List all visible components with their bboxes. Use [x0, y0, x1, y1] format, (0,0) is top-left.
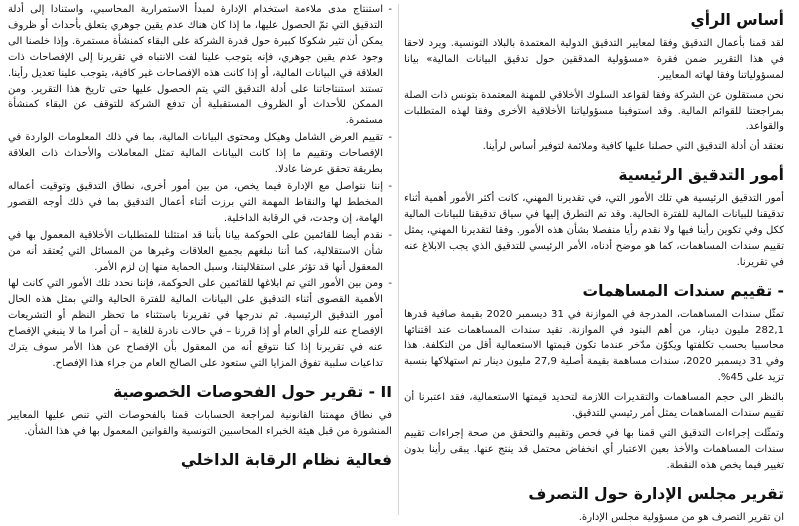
key-audit-matters-paragraph: أمور التدقيق الرئيسية هي تلك الأمور التي، في تقديرنا المهني، كانت أكثر الأمور أهمية أثناء تدقيقنا للبيانات المالية للفترة الحالية. وقد تم التطرق إليها في سياق تدقيقنا للبيانات المالية ككل وفي تكوين رأينا فيها ولا نقدم رأيا منفصلا بشأن هذه الأمور. وفقا لتقديرنا المهني، يمثل تقييم سندات المساهمات، كما هو موضح أدناه، الأمر الرئيسي للتدقيق الذي يجب الابلاغ عنه في تقريرنا.	[404, 193, 784, 268]
basis-paragraph-1: لقد قمنا بأعمال التدقيق وفقا لمعايير التدقيق الدولية المعتمدة بالبلاد التونسية. ويرد لاحقا في هذا التقرير ضمن فقرة «مسؤولية المدققين حول تدقيق البيانات المالية» بيانا لمسؤولياتنا وفقا لهاته المعايير.	[404, 37, 784, 81]
basis-paragraph-2: نحن مستقلون عن الشركة وفقا لقواعد السلوك الأخلاقي للمهنة المعتمدة بتونس ذات الصلة بمراجعتنا للقوائم المالية. وقد استوفينا مسؤولياتنا الأخلاقية الأخرى وفقا لهذه المتطلبات والقواعد.	[404, 89, 784, 133]
auditor-responsibilities-list	[8, 2, 392, 372]
key-audit-matters-heading: أمور التدقيق الرئيسية	[618, 166, 784, 185]
internal-control-heading: فعالية نظام الرقابة الداخلي	[180, 450, 392, 469]
column-divider	[398, 4, 399, 515]
basis-of-opinion-heading: أساس الرأي	[690, 11, 784, 29]
list-item: - تقييم العرض الشامل وهيكل ومحتوى البيانات المالية، بما في ذلك المعلومات الواردة في الإفصاحات وتقييم ما إذا كانت البيانات المالية تمثل المعاملات والأحداث ذات العلاقة بطريقة تحقق عرضا عادلا.	[8, 130, 392, 178]
basis-paragraph-3: نعتقد أن أدلة التدقيق التي حصلنا عليها كافية وملائمة لتوفير أساس لرأينا.	[482, 141, 784, 153]
list-item: - نقدم أيضا للقائمين على الحوكمة بيانا بأننا قد امتثلنا للمتطلبات الأخلاقية المعمول بها في شأن الاستقلالية، كما أننا نبلغهم بجميع العلاقات وغيرها من المسائل التي يُعتقد أنه من المعقول أنها قد تؤثر على استقلاليتنا، وسبل الحماية منها إن لزم الأمر.	[8, 228, 392, 276]
board-report-heading: تقرير مجلس الإدارة حول التصرف	[528, 484, 784, 503]
right-column	[404, 0, 784, 523]
equity-paragraph-3: وتمثّلت إجراءات التدقيق التي قمنا بها في فحص وتقييم والتحقق من صحة إجراءات تقييم سندات المساهمات والأخذ بعين الاعتبار أي انخفاض محتمل قد ينتج عنها. يبقى رأينا بدون تغيير فيما يخص هذه النقطة.	[404, 427, 784, 471]
board-report-paragraph: ان تقرير التصرف هو من مسؤولية مجلس الإدارة.	[578, 511, 784, 523]
list-item: - إننا نتواصل مع الإدارة فيما يخص، من بين أمور أخرى، نطاق التدقيق وتوقيت أعماله المخطط لها والنقاط المهمة التي برزت أثناء أعمال التدقيق بما في ذلك أوجه القصور الهامة، إن وجدت، في الرقابة الداخلية.	[8, 179, 392, 227]
equity-paragraph-1: تمثّل سندات المساهمات، المدرجة في الموازنة في 31 ديسمبر 2020 بقيمة صافية قدرها 282,1 مليون دينار، من أهم البنود في الموازنة. تقيد سندات المساهمات عند اقتنائها محاسبيا بحسب تكلفتها ويكوّن مدّخر عندما تكون قيمتها الاستعمالية أقل من التكلفة. هذا وفي 31 ديسمبر 2020، سندات مساهمة بقيمة أصلية 27,9 مليون دينار تم استهلاكها بنسبة تزيد على 45%.	[404, 308, 784, 384]
list-item: - استنتاج مدى ملاءمة استخدام الإدارة لمبدأ الاستمرارية المحاسبي، واستنادا إلى أدلة التدقيق التي تمّ الحصول عليها، ما إذا كان هناك عدم يقين جوهري يتعلق بأحداث أو ظروف يمكن أن تثير شكوكا كبيرة حول قدرة الشركة على البقاء كمنشأة مستمرة. وإذا خلصنا الى وجود عدم يقين جوهري، فإنه يتوجب علينا لفت الانتباه في تقريرنا إلى الإفصاحات ذات العلاقة في البيانات المالية، أو إذا كانت هذه الإفصاحات غير كافية، يتوجب علينا تعديل رأينا. تستند استنتاجاتنا على أدلة التدقيق التي يتم الحصول عليها حتى تاريخ هذا التقرير. ومن الممكن للأحداث أو الظروف المستقبلية أن تدفع الشركة للتوقف عن البقاء كمنشأة مستمرة.	[8, 2, 392, 129]
section-2-paragraph: في نطاق مهمتنا القانونية لمراجعة الحسابات قمنا بالفحوصات التي تنص عليها المعايير المنشورة من قبل هيئة الخبراء المحاسبين التونسية والقوانين المعمول بها في هذا الشأن.	[8, 409, 392, 437]
equity-securities-heading: - تقييم سندات المساهمات	[582, 281, 784, 300]
section-2-heading: II - تقرير حول الفحوصات الخصوصية	[113, 382, 392, 401]
list-item: - ومن بين الأمور التي تم ابلاغها للقائمين على الحوكمة، فإننا نحدد تلك الأمور التي كانت لها الأهمية القصوى أثناء التدقيق على البيانات المالية للفترة الحالية والتي بمثل هذه الحال أمور التدقيق الرئيسية. ثم ندرجها في تقريرنا باستثناء ما تحظر النظم أو التشريعات الإفصاح عنه للرأي العام أو إذا قررنا – في حالات نادرة للغاية – أن أمرا ما لا ينبغي الإفصاح عنه في تقريرنا إذا كنا نتوقع أنه من المعقول بأن الإفصاح عن هذا الأمر سوف يترك تداعيات سلبية تفوق المزايا التي ستعود على الصالح العام من جراء هذا الإفصاح.	[8, 276, 392, 371]
equity-paragraph-2: بالنظر الى حجم المساهمات والتقديرات اللازمة لتحديد قيمتها الاستعمالية، فقد اعتبرنا أن تقييم سندات المساهمات يمثل أمر رئيسي للتدقيق.	[404, 392, 784, 420]
left-column	[8, 0, 392, 515]
